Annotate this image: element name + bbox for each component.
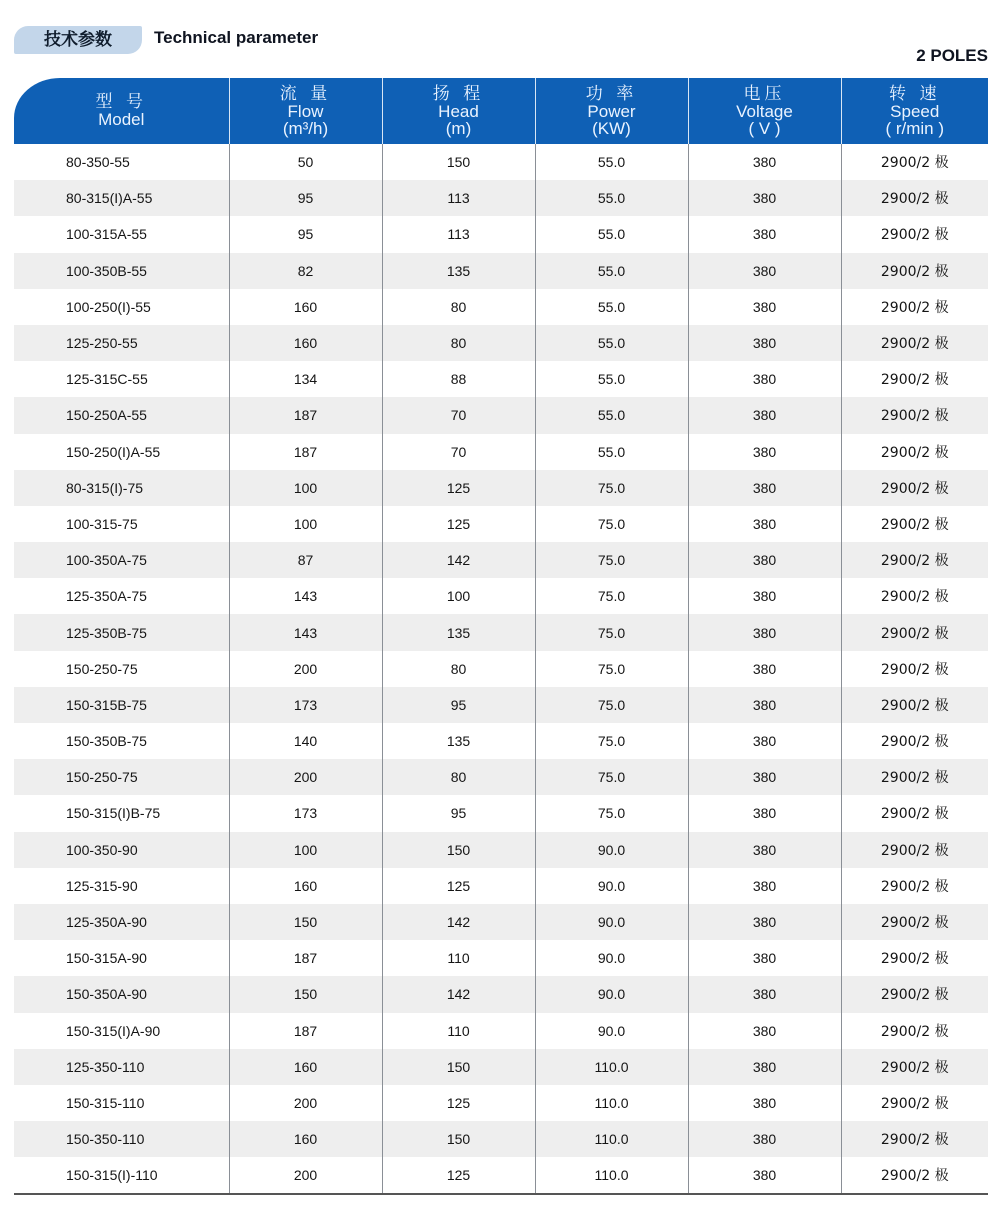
cell-voltage: 380 (688, 832, 841, 868)
cell-speed: 2900/2 极 (841, 723, 988, 759)
table-row (14, 289, 988, 325)
cell-model: 125-250-55 (14, 325, 229, 361)
table-row (14, 614, 988, 650)
table-row (14, 180, 988, 216)
cell-speed: 2900/2 极 (841, 614, 988, 650)
cell-head: 142 (382, 976, 535, 1012)
cell-speed: 2900/2 极 (841, 325, 988, 361)
cell-model: 150-315(I)B-75 (66, 805, 161, 822)
header-power-unit: (KW) (592, 118, 631, 138)
cell-power: 110.0 (535, 1157, 688, 1194)
cell-speed: 2900/2 极 (841, 904, 988, 940)
cell-speed: 2900/2 极 (841, 976, 988, 1012)
cell-head: 70 (382, 434, 535, 470)
cell-flow: 50 (229, 144, 382, 180)
cell-head: 110 (382, 940, 535, 976)
table-row (14, 506, 988, 542)
cell-speed: 2900/2 极 (841, 1085, 988, 1121)
cell-model: 100-315-75 (66, 515, 138, 532)
cell-power: 55.0 (535, 180, 688, 216)
header-model-zh: 型 号 (95, 92, 147, 112)
cell-power: 90.0 (535, 904, 688, 940)
cell-head: 150 (382, 144, 535, 180)
cell-flow: 150 (229, 976, 382, 1012)
cell-flow: 160 (229, 868, 382, 904)
cell-voltage: 380 (688, 904, 841, 940)
cell-flow: 95 (229, 180, 382, 216)
cell-flow: 200 (229, 1085, 382, 1121)
cell-head: 100 (382, 578, 535, 614)
cell-model: 125-315C-55 (66, 371, 148, 388)
cell-power: 55.0 (535, 397, 688, 433)
header-head-en: Head (438, 101, 479, 121)
cell-flow: 150 (229, 904, 382, 940)
cell-voltage: 380 (688, 325, 841, 361)
cell-power: 75.0 (535, 470, 688, 506)
cell-power: 75.0 (535, 687, 688, 723)
cell-flow: 134 (229, 361, 382, 397)
cell-head: 135 (382, 723, 535, 759)
cell-head: 125 (382, 1085, 535, 1121)
cell-flow: 100 (229, 470, 382, 506)
cell-model: 150-350-110 (14, 1121, 229, 1157)
cell-power: 55.0 (535, 325, 688, 361)
cell-flow: 143 (229, 578, 382, 614)
cell-speed: 2900/2 极 (841, 470, 988, 506)
cell-voltage: 380 (688, 723, 841, 759)
cell-speed: 2900/2 极 (841, 542, 988, 578)
cell-speed: 2900/2 极 (841, 795, 988, 831)
cell-head: 88 (382, 361, 535, 397)
cell-model: 150-315-110 (66, 1094, 145, 1111)
cell-voltage: 380 (688, 1085, 841, 1121)
cell-power: 90.0 (535, 940, 688, 976)
cell-voltage: 380 (688, 1121, 841, 1157)
cell-power: 75.0 (535, 506, 688, 542)
table-row (14, 144, 988, 180)
cell-speed: 2900/2 极 (841, 180, 988, 216)
header-head (382, 78, 535, 144)
poles-label: 2 POLES (916, 46, 988, 65)
cell-model: 80-350-55 (66, 154, 130, 171)
cell-flow: 187 (229, 1013, 382, 1049)
cell-power: 90.0 (535, 976, 688, 1012)
table-row (14, 397, 988, 433)
cell-head: 110 (382, 1013, 535, 1049)
cell-flow: 160 (229, 325, 382, 361)
table-row (14, 542, 988, 578)
cell-voltage: 380 (688, 868, 841, 904)
cell-head: 95 (382, 795, 535, 831)
cell-speed: 2900/2 极 (841, 397, 988, 433)
cell-flow: 100 (229, 506, 382, 542)
cell-flow: 100 (229, 832, 382, 868)
technical-parameter-table (14, 78, 988, 1195)
table-row (14, 434, 988, 470)
cell-power: 90.0 (535, 1013, 688, 1049)
cell-power: 55.0 (535, 144, 688, 180)
cell-flow: 160 (229, 1049, 382, 1085)
table-row (14, 325, 988, 361)
cell-voltage: 380 (688, 1049, 841, 1085)
header-head-zh: 扬 程 (432, 83, 485, 104)
header-power-zh: 功 率 (585, 83, 638, 104)
cell-flow: 95 (229, 216, 382, 252)
cell-voltage: 380 (688, 976, 841, 1012)
cell-power: 55.0 (535, 361, 688, 397)
cell-power: 55.0 (535, 289, 688, 325)
section-title (14, 22, 714, 56)
cell-power: 55.0 (535, 434, 688, 470)
cell-flow: 187 (229, 940, 382, 976)
cell-head: 125 (382, 506, 535, 542)
cell-flow: 82 (229, 253, 382, 289)
cell-speed: 2900/2 极 (841, 940, 988, 976)
cell-voltage: 380 (688, 795, 841, 831)
cell-head: 150 (382, 1121, 535, 1157)
cell-model: 100-350A-75 (14, 542, 229, 578)
cell-model: 125-350B-75 (14, 614, 229, 650)
header-model-en: Model (98, 110, 145, 129)
cell-speed: 2900/2 极 (841, 868, 988, 904)
table-body (14, 144, 988, 1194)
table-row (14, 1157, 988, 1194)
cell-head: 113 (382, 180, 535, 216)
cell-power: 110.0 (535, 1085, 688, 1121)
cell-speed: 2900/2 极 (841, 361, 988, 397)
cell-speed: 2900/2 极 (841, 578, 988, 614)
cell-speed: 2900/2 极 (841, 1049, 988, 1085)
cell-flow: 140 (229, 723, 382, 759)
cell-model: 150-315B-75 (14, 687, 229, 723)
cell-flow: 160 (229, 289, 382, 325)
table-row (14, 253, 988, 289)
cell-head: 113 (382, 216, 535, 252)
cell-voltage: 380 (688, 216, 841, 252)
cell-model: 150-350A-90 (14, 976, 229, 1012)
cell-speed: 2900/2 极 (841, 651, 988, 687)
table-row (14, 1049, 988, 1085)
cell-voltage: 380 (688, 759, 841, 795)
cell-power: 55.0 (535, 253, 688, 289)
cell-head: 125 (382, 470, 535, 506)
header-speed-en: Speed (890, 101, 940, 121)
header-flow-zh: 流 量 (279, 83, 332, 104)
header-model (14, 78, 229, 144)
cell-power: 90.0 (535, 868, 688, 904)
cell-voltage: 380 (688, 470, 841, 506)
table-header-row (14, 78, 988, 144)
cell-flow: 173 (229, 795, 382, 831)
table-row (14, 361, 988, 397)
cell-model: 150-250A-55 (14, 397, 229, 433)
cell-voltage: 380 (688, 434, 841, 470)
cell-head: 135 (382, 253, 535, 289)
header-speed (841, 78, 988, 144)
cell-head: 80 (382, 651, 535, 687)
cell-speed: 2900/2 极 (841, 216, 988, 252)
cell-head: 95 (382, 687, 535, 723)
table-row (14, 1121, 988, 1157)
cell-power: 55.0 (535, 216, 688, 252)
cell-model: 150-350B-75 (66, 733, 147, 750)
cell-flow: 200 (229, 651, 382, 687)
cell-voltage: 380 (688, 361, 841, 397)
cell-speed: 2900/2 极 (841, 506, 988, 542)
cell-speed: 2900/2 极 (841, 434, 988, 470)
header-voltage-en: Voltage (736, 101, 793, 121)
cell-flow: 87 (229, 542, 382, 578)
cell-voltage: 380 (688, 940, 841, 976)
cell-voltage: 380 (688, 651, 841, 687)
header-voltage-zh: 电压 (743, 83, 786, 104)
table-row (14, 868, 988, 904)
cell-voltage: 380 (688, 687, 841, 723)
cell-model: 125-315-90 (66, 877, 138, 894)
cell-model: 150-315A-90 (66, 950, 147, 967)
table-row (14, 1013, 988, 1049)
cell-flow: 200 (229, 759, 382, 795)
cell-model: 150-315(I)A-90 (66, 1022, 161, 1039)
cell-speed: 2900/2 极 (841, 144, 988, 180)
cell-head: 70 (382, 397, 535, 433)
cell-head: 125 (382, 1157, 535, 1194)
table-row (14, 723, 988, 759)
table-row (14, 976, 988, 1012)
cell-power: 75.0 (535, 578, 688, 614)
cell-speed: 2900/2 极 (841, 759, 988, 795)
cell-power: 75.0 (535, 759, 688, 795)
cell-flow: 143 (229, 614, 382, 650)
header-flow-en: Flow (287, 101, 324, 121)
title-badge-zh: 技术参数 (14, 26, 142, 54)
cell-flow: 173 (229, 687, 382, 723)
cell-model: 80-315(I)-75 (14, 470, 229, 506)
table-row (14, 904, 988, 940)
cell-head: 80 (382, 759, 535, 795)
cell-power: 75.0 (535, 614, 688, 650)
cell-head: 150 (382, 1049, 535, 1085)
cell-model: 100-350-90 (14, 832, 229, 868)
table-row (14, 759, 988, 795)
header-head-unit: (m) (445, 118, 472, 138)
header-speed-zh: 转 速 (889, 83, 941, 104)
table-row (14, 687, 988, 723)
cell-flow: 187 (229, 434, 382, 470)
cell-flow: 160 (229, 1121, 382, 1157)
cell-head: 125 (382, 868, 535, 904)
cell-power: 110.0 (535, 1049, 688, 1085)
header-flow (229, 78, 382, 144)
cell-speed: 2900/2 极 (841, 289, 988, 325)
cell-voltage: 380 (688, 397, 841, 433)
cell-model: 150-315(I)-110 (14, 1157, 229, 1194)
header-speed-unit: ( r/min ) (885, 118, 945, 138)
cell-model: 150-250(I)A-55 (66, 443, 161, 460)
title-en: Technical parameter (154, 28, 319, 47)
cell-voltage: 380 (688, 289, 841, 325)
cell-model: 80-315(I)A-55 (14, 180, 229, 216)
cell-speed: 2900/2 极 (841, 1121, 988, 1157)
cell-head: 80 (382, 289, 535, 325)
table-row (14, 578, 988, 614)
cell-model: 100-315A-55 (66, 226, 147, 243)
cell-power: 110.0 (535, 1121, 688, 1157)
cell-head: 135 (382, 614, 535, 650)
cell-head: 142 (382, 542, 535, 578)
cell-speed: 2900/2 极 (841, 687, 988, 723)
cell-voltage: 380 (688, 180, 841, 216)
cell-head: 142 (382, 904, 535, 940)
cell-head: 150 (382, 832, 535, 868)
cell-model: 125-350A-90 (14, 904, 229, 940)
cell-flow: 187 (229, 397, 382, 433)
table-row (14, 940, 988, 976)
cell-model: 125-350-110 (14, 1049, 229, 1085)
cell-head: 80 (382, 325, 535, 361)
table-row (14, 651, 988, 687)
table-row (14, 1085, 988, 1121)
cell-voltage: 380 (688, 614, 841, 650)
cell-power: 75.0 (535, 723, 688, 759)
cell-voltage: 380 (688, 1013, 841, 1049)
cell-power: 75.0 (535, 795, 688, 831)
cell-model: 100-350B-55 (14, 253, 229, 289)
cell-voltage: 380 (688, 1157, 841, 1194)
header-power-en: Power (587, 101, 636, 121)
cell-power: 75.0 (535, 542, 688, 578)
cell-voltage: 380 (688, 542, 841, 578)
cell-voltage: 380 (688, 144, 841, 180)
cell-power: 90.0 (535, 832, 688, 868)
table-row (14, 470, 988, 506)
table-row (14, 795, 988, 831)
table-row (14, 216, 988, 252)
cell-voltage: 380 (688, 253, 841, 289)
table-row (14, 832, 988, 868)
cell-speed: 2900/2 极 (841, 1013, 988, 1049)
cell-model: 150-250-75 (14, 759, 229, 795)
cell-flow: 200 (229, 1157, 382, 1194)
cell-power: 75.0 (535, 651, 688, 687)
cell-speed: 2900/2 极 (841, 253, 988, 289)
header-voltage-unit: ( V ) (748, 118, 781, 138)
cell-model: 150-250-75 (66, 660, 138, 677)
cell-speed: 2900/2 极 (841, 1157, 988, 1194)
cell-model: 125-350A-75 (66, 588, 147, 605)
cell-voltage: 380 (688, 506, 841, 542)
header-voltage (688, 78, 841, 144)
cell-speed: 2900/2 极 (841, 832, 988, 868)
cell-voltage: 380 (688, 578, 841, 614)
header-power (535, 78, 688, 144)
header-flow-unit: (m³/h) (282, 118, 329, 138)
cell-model: 100-250(I)-55 (66, 298, 151, 315)
